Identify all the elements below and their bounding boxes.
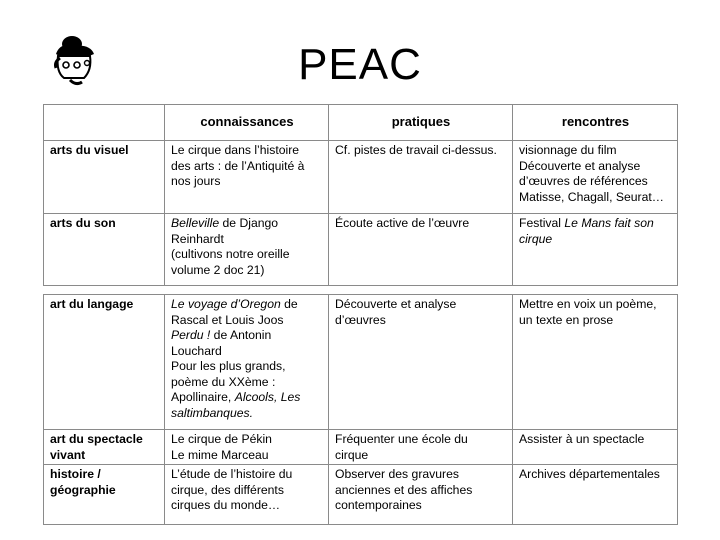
- cell-line: cirque: [335, 447, 369, 462]
- cell-line: cirque: [519, 231, 553, 246]
- work-title: Perdu !: [171, 328, 211, 342]
- cell-line: [171, 390, 323, 406]
- cell-connaissances: [165, 214, 329, 286]
- cell-line: Le cirque dans l’histoire: [171, 143, 300, 157]
- cell-pratiques: [329, 141, 513, 214]
- cell-rencontres: [513, 295, 678, 430]
- cell-line: d’œuvres: [335, 312, 386, 327]
- cell-line: Matisse, Chagall, Seurat…: [519, 189, 664, 204]
- cell-connaissances: [165, 465, 329, 525]
- peac-table-bottom: [43, 294, 678, 525]
- table-header-row: [44, 105, 678, 141]
- cell-line: L’étude de l’histoire du: [171, 467, 293, 481]
- work-title: Alcools, Les: [234, 390, 301, 404]
- table-row: [44, 295, 678, 430]
- cell-line: Assister à un spectacle: [519, 432, 645, 446]
- cell-pratiques: [329, 214, 513, 286]
- header-rencontres: rencontres: [513, 105, 678, 141]
- cell-line: [171, 216, 323, 232]
- cell-line: Mettre en voix un poème,: [519, 297, 657, 311]
- cell-pratiques: [329, 430, 513, 465]
- work-title: Belleville: [171, 216, 220, 230]
- cell-line: cirque, des différents: [171, 482, 284, 497]
- header-empty: [44, 105, 165, 141]
- cell-line: nos jours: [171, 174, 221, 188]
- cell-line: d’œuvres de références: [519, 174, 648, 188]
- cell-line: Le cirque de Pékin: [171, 432, 272, 446]
- cell-line: Cf. pistes de travail ci-dessus.: [335, 143, 497, 157]
- table-row: [44, 214, 678, 286]
- cell-text: de Antonin: [210, 328, 272, 342]
- cell-text: de: [280, 297, 298, 311]
- table-row: [44, 430, 678, 465]
- cell-line: Rascal et Louis Joos: [171, 312, 284, 327]
- cell-line: un texte en prose: [519, 312, 614, 327]
- work-title: Le voyage d’Oregon: [171, 297, 281, 311]
- cell-text: Apollinaire,: [171, 390, 235, 404]
- row-domain: art du spectacle vivant: [44, 430, 165, 465]
- row-domain: histoire / géographie: [44, 465, 165, 525]
- cell-line: Découverte et analyse: [519, 158, 641, 173]
- cell-rencontres: [513, 430, 678, 465]
- cell-rencontres: [513, 214, 678, 286]
- cell-pratiques: [329, 465, 513, 525]
- cell-rencontres: [513, 465, 678, 525]
- row-domain: arts du visuel: [44, 141, 165, 214]
- cell-line: saltimbanques.: [171, 405, 253, 420]
- work-title: Le Mans fait son: [564, 216, 654, 230]
- cell-connaissances: [165, 295, 329, 430]
- cell-line: anciennes et des affiches: [335, 482, 473, 497]
- cell-text: Festival: [519, 216, 565, 230]
- peac-table-top: [43, 104, 678, 286]
- cell-connaissances: [165, 430, 329, 465]
- cell-line: [519, 216, 672, 232]
- cell-line: Pour les plus grands,: [171, 359, 286, 373]
- cell-pratiques: [329, 295, 513, 430]
- cell-rencontres: [513, 141, 678, 214]
- cell-line: Reinhardt: [171, 231, 224, 246]
- header-pratiques: pratiques: [329, 105, 513, 141]
- cell-connaissances: [165, 141, 329, 214]
- cell-line: Écoute active de l’œuvre: [335, 216, 470, 230]
- slide-title: PEAC: [298, 40, 422, 89]
- header-connaissances: connaissances: [165, 105, 329, 141]
- row-domain: arts du son: [44, 214, 165, 286]
- cell-line: Fréquenter une école du: [335, 432, 468, 446]
- cell-line: Découverte et analyse: [335, 297, 457, 311]
- cell-line: cirques du monde…: [171, 498, 281, 512]
- cell-line: Le mime Marceau: [171, 447, 269, 462]
- cell-line: des arts : de l’Antiquité à: [171, 158, 305, 173]
- cell-line: volume 2 doc 21): [171, 262, 265, 277]
- cell-line: Observer des gravures: [335, 467, 459, 481]
- cell-line: (cultivons notre oreille: [171, 247, 290, 261]
- row-domain: art du langage: [44, 295, 165, 430]
- cell-line: contemporaines: [335, 498, 422, 512]
- cell-text: de Django: [219, 216, 279, 230]
- cell-line: [171, 328, 323, 344]
- table-row: [44, 465, 678, 525]
- cell-line: Archives départementales: [519, 467, 660, 481]
- cell-line: poème du XXème :: [171, 374, 276, 389]
- cell-line: visionnage du film: [519, 143, 617, 157]
- table-row: [44, 141, 678, 214]
- cell-line: [171, 297, 323, 313]
- cell-line: Louchard: [171, 343, 222, 358]
